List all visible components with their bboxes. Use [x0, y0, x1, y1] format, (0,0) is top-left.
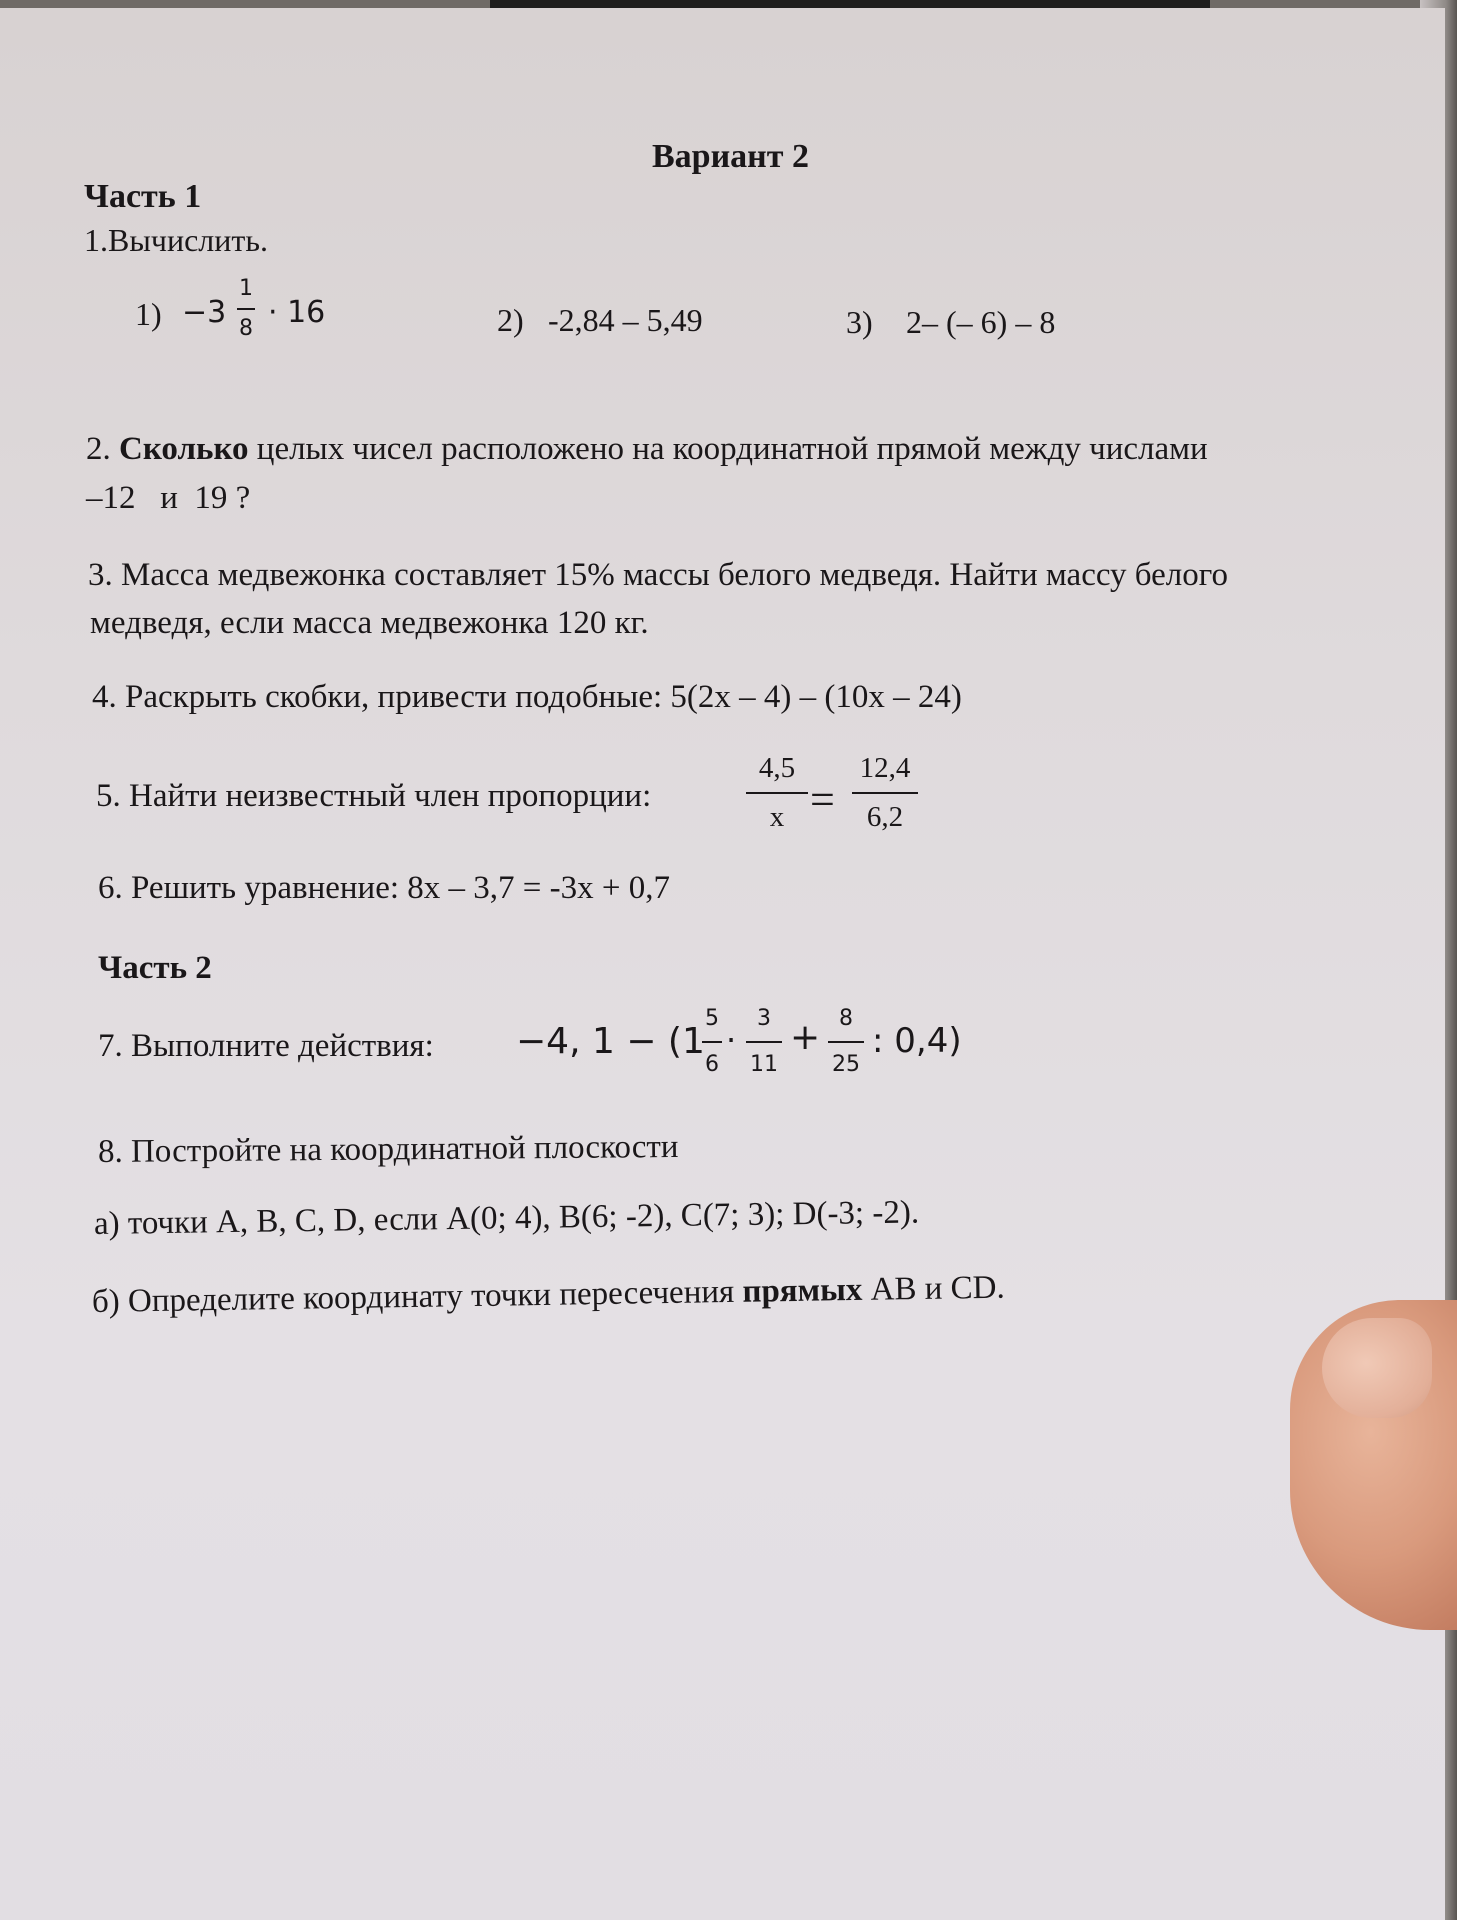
task8-line-b	[91, 1269, 1005, 1320]
task8-line-a: а) точки A, B, C, D, если A(0; 4), B(6; -2), C(7; 3); D(-3; -2).	[93, 1194, 920, 1242]
fraction-numerator: 5	[705, 1006, 719, 1031]
background-object	[490, 0, 1210, 8]
task1-item1-fraction	[233, 278, 259, 340]
variant-title: Вариант 2	[652, 138, 809, 175]
fraction-denominator: 25	[832, 1052, 860, 1077]
task7-plus: +	[790, 1017, 821, 1058]
task7-expression-tail: : 0,4)	[872, 1021, 962, 1061]
task1-label: 1.Вычислить.	[84, 222, 268, 258]
fraction-denominator: x	[769, 801, 785, 833]
fraction-bar	[852, 792, 918, 794]
fraction-numerator: 8	[839, 1006, 853, 1031]
task5-right-fraction	[852, 754, 918, 832]
task7-fraction-2	[744, 1008, 784, 1076]
task4-text: 4. Раскрыть скобки, привести подобные: 5(2x – 4) – (10x – 24)	[92, 679, 962, 715]
fraction-numerator: 4,5	[758, 752, 796, 784]
task1-item1-number: 1)	[135, 296, 162, 332]
task1-item3-expression: 2– (– 6) – 8	[906, 304, 1056, 340]
task1-item1-tail: · 16	[268, 295, 326, 330]
part1-heading: Часть 1	[84, 178, 202, 215]
task6-text: 6. Решить уравнение: 8x – 3,7 = -3x + 0,7	[98, 870, 670, 906]
task7-text: 7. Выполните действия:	[98, 1028, 434, 1064]
task3-line1: 3. Масса медвежонка составляет 15% массы белого медведя. Найти массу белого	[88, 557, 1228, 593]
fraction-bar	[237, 308, 255, 310]
task1-item2-expression: -2,84 – 5,49	[548, 302, 703, 338]
fraction-denominator: 8	[239, 316, 253, 341]
fraction-bar	[746, 792, 808, 794]
task2-line1	[86, 433, 1208, 466]
fraction-bar	[828, 1041, 864, 1043]
task2-text: целых чисел расположено на координатной прямой между числами	[256, 431, 1208, 467]
worksheet-page	[0, 8, 1445, 1920]
task1-item1-lead: −3	[182, 295, 227, 330]
fraction-denominator: 6	[705, 1052, 719, 1077]
task5-left-fraction	[746, 754, 808, 832]
task2-bold-word: Сколько	[119, 431, 249, 467]
task8-line1: 8. Постройте на координатной плоскости	[97, 1128, 679, 1170]
fraction-bar	[746, 1041, 782, 1043]
thumb-nail	[1322, 1318, 1432, 1418]
fraction-bar	[702, 1041, 722, 1043]
task3-line2: медведя, если масса медвежонка 120 кг.	[90, 605, 649, 641]
task5-equals: =	[810, 775, 835, 824]
task7-fraction-1	[700, 1008, 724, 1076]
fraction-numerator: 12,4	[859, 752, 911, 784]
fraction-numerator: 1	[239, 276, 253, 301]
task1-item2-number: 2)	[497, 302, 524, 338]
task2-number: 2.	[86, 431, 111, 467]
fraction-numerator: 3	[757, 1006, 771, 1031]
fraction-denominator: 11	[750, 1052, 778, 1077]
task2-line2: –12 и 19 ?	[86, 480, 251, 516]
task7-fraction-3	[826, 1008, 866, 1076]
fraction-denominator: 6,2	[866, 801, 904, 833]
task7-dot: ·	[726, 1021, 737, 1059]
task5-text: 5. Найти неизвестный член пропорции:	[96, 778, 652, 814]
task8-line-b-tail: AB и CD.	[870, 1269, 1005, 1308]
task7-expression-lead: −4, 1 − (1	[516, 1021, 705, 1062]
task1-item3-number: 3)	[846, 304, 873, 340]
task8-line-b-text: б) Определите координату точки пересечения	[91, 1273, 735, 1320]
part2-heading: Часть 2	[98, 950, 212, 986]
task8-line-b-bold-word: прямых	[742, 1271, 863, 1310]
